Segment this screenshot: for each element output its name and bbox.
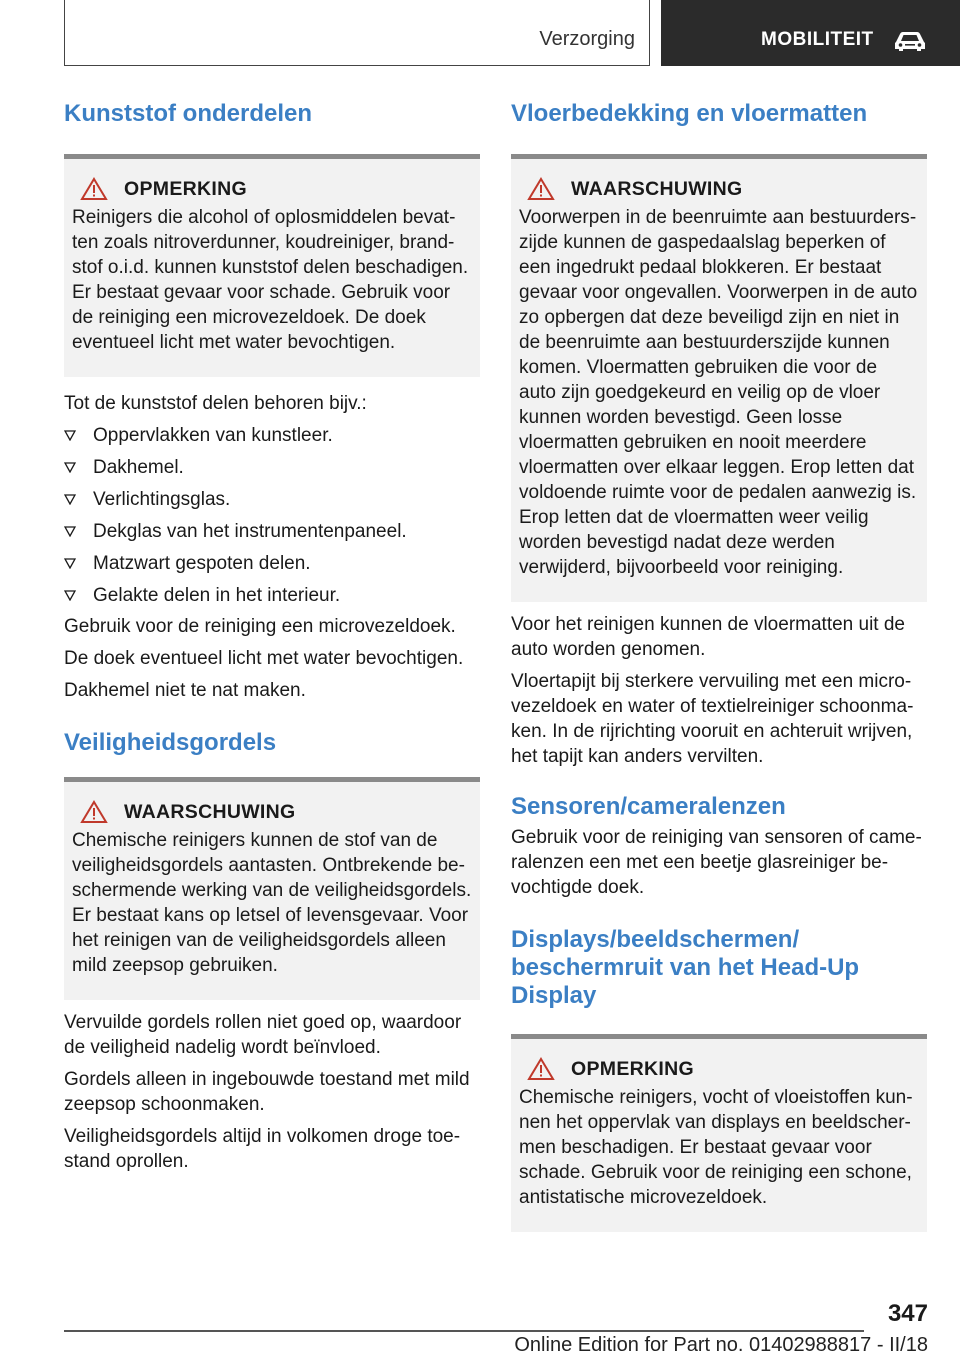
- paragraph: Voor het reinigen kunnen de vloermatten uit de auto worden genomen.: [511, 614, 905, 660]
- footer-edition-text: Online Edition for Part no. 01402988817 - II/18: [514, 1334, 928, 1356]
- warning-triangle-icon: [80, 800, 108, 824]
- warning-text: Voorwerpen in de beenruimte aan bestuurderszijde kunnen de gaspedaalslag beperken of een ingedrukt pedaal blokkeren. Er bestaat gevaar voor ongevallen. Voorwerpen in de auto zo opbergen dat deze beveiligd zijn en niet in de beenruimte aan bestuurderszijde kunnen komen. Vloermatten gebruiken die voor de auto zijn goedgekeurd en veilig op de vloer kunnen worden bevestigd. Geen losse vloermatten gebruiken en nooit meerdere vloermatten over elkaar leggen. Erop letten dat voldoende ruimte voor de pedalen aanwezig is. Erop letten dat de vloermatten weer veilig worden bevestigd nadat deze werden verwijderd, bijvoorbeeld voor reiniging.: [519, 207, 918, 578]
- header-chapter-tab: [661, 0, 960, 66]
- list-item: Dekglas van het instrumentenpaneel.: [64, 519, 480, 544]
- paragraph: De doek eventueel licht met water bevochtigen.: [64, 648, 464, 669]
- car-icon: [893, 30, 927, 52]
- paragraph: Veiligheidsgordels altijd in volkomen droge toestand oprollen.: [64, 1126, 461, 1172]
- bullet-triangle-icon: [64, 430, 76, 441]
- warning-box-seatbelts: [64, 777, 480, 1000]
- note-label: OPMERKING: [124, 177, 247, 200]
- note-text: Reinigers die alcohol of oplosmiddelen bevatten zoals nitroverdunner, koudreiniger, brandstof o.i.d. kunnen kunststof delen beschadigen. Er bestaat gevaar voor schade. Gebruik voor de reiniging een microvezeldoek. De doek eventueel licht met water bevochtigen.: [72, 207, 469, 353]
- paragraph: Gebruik voor de reiniging een microvezeldoek.: [64, 616, 456, 637]
- paragraph: Dakhemel niet te nat maken.: [64, 680, 306, 701]
- list-item: Dakhemel.: [64, 455, 480, 480]
- bullet-triangle-icon: [64, 494, 76, 505]
- warning-text: Chemische reinigers kunnen de stof van de veiligheidsgordels aantasten. Ontbrekende beschermende werking van de veiligheidsgordels. Er bestaat kans op letsel of levensgevaar. Voor het reinigen van de veiligheidsgordels alleen mild zeepsop gebruiken.: [72, 830, 472, 976]
- plastic-parts-list: [64, 423, 480, 608]
- heading-seatbelts: Veiligheidsgordels: [64, 729, 277, 756]
- list-item: Verlichtingsglas.: [64, 487, 480, 512]
- page-number: 347: [887, 1300, 928, 1327]
- list-item: Oppervlakken van kunstleer.: [64, 423, 480, 448]
- warning-triangle-icon: [80, 177, 108, 201]
- left-column: [64, 100, 480, 1174]
- right-column: [511, 100, 927, 1232]
- heading-floor-mats: Vloerbedekking en vloermatten: [511, 100, 868, 127]
- heading-plastic-parts: Kunststof onderdelen: [64, 100, 313, 127]
- list-item: Gelakte delen in het interieur.: [64, 583, 480, 608]
- bullet-triangle-icon: [64, 590, 76, 601]
- bullet-triangle-icon: [64, 526, 76, 537]
- note-box-plastic: [64, 154, 480, 377]
- heading-displays: Displays/beeldschermen/ beschermruit van het Head-Up Display: [511, 926, 860, 1009]
- warning-triangle-icon: [527, 1057, 555, 1081]
- list-item: Matzwart gespoten delen.: [64, 551, 480, 576]
- heading-sensors: Sensoren/cameralenzen: [511, 793, 786, 820]
- warning-label: WAARSCHUWING: [571, 177, 743, 200]
- bullet-triangle-icon: [64, 558, 76, 569]
- paragraph: Gebruik voor de reiniging van sensoren of cameralenzen een met een beetje glasreiniger bevochtigde doek.: [511, 827, 922, 898]
- note-text: Chemische reinigers, vocht of vloeistoffen kunnen het oppervlak van displays en beeldschermen beschadigen. Er bestaat gevaar voor schade. Gebruik voor de reiniging een schone, antistatische microvezeldoek.: [519, 1087, 913, 1208]
- footer-divider: [64, 1330, 864, 1332]
- note-label: OPMERKING: [571, 1057, 694, 1080]
- paragraph: Vervuilde gordels rollen niet goed op, waardoor de veiligheid nadelig wordt beïnvloed.: [64, 1012, 462, 1058]
- paragraph: Vloertapijt bij sterkere vervuiling met een microvezeldoek en water of textielreiniger schoonmaken. In de rijrichting vooruit en achteruit wrijven, het tapijt kan anders vervilten.: [511, 671, 914, 767]
- header-section-title: Verzorging: [539, 28, 635, 50]
- bullet-triangle-icon: [64, 462, 76, 473]
- note-box-displays: [511, 1034, 927, 1232]
- header-chapter-title: MOBILITEIT: [761, 29, 874, 50]
- header-section-box: [64, 0, 650, 66]
- paragraph: Gordels alleen in ingebouwde toestand met mild zeepsop schoonmaken.: [64, 1069, 470, 1115]
- warning-triangle-icon: [527, 177, 555, 201]
- list-intro: Tot de kunststof delen behoren bijv.:: [64, 393, 367, 414]
- warning-box-floor-mats: [511, 154, 927, 602]
- warning-label: WAARSCHUWING: [124, 800, 296, 823]
